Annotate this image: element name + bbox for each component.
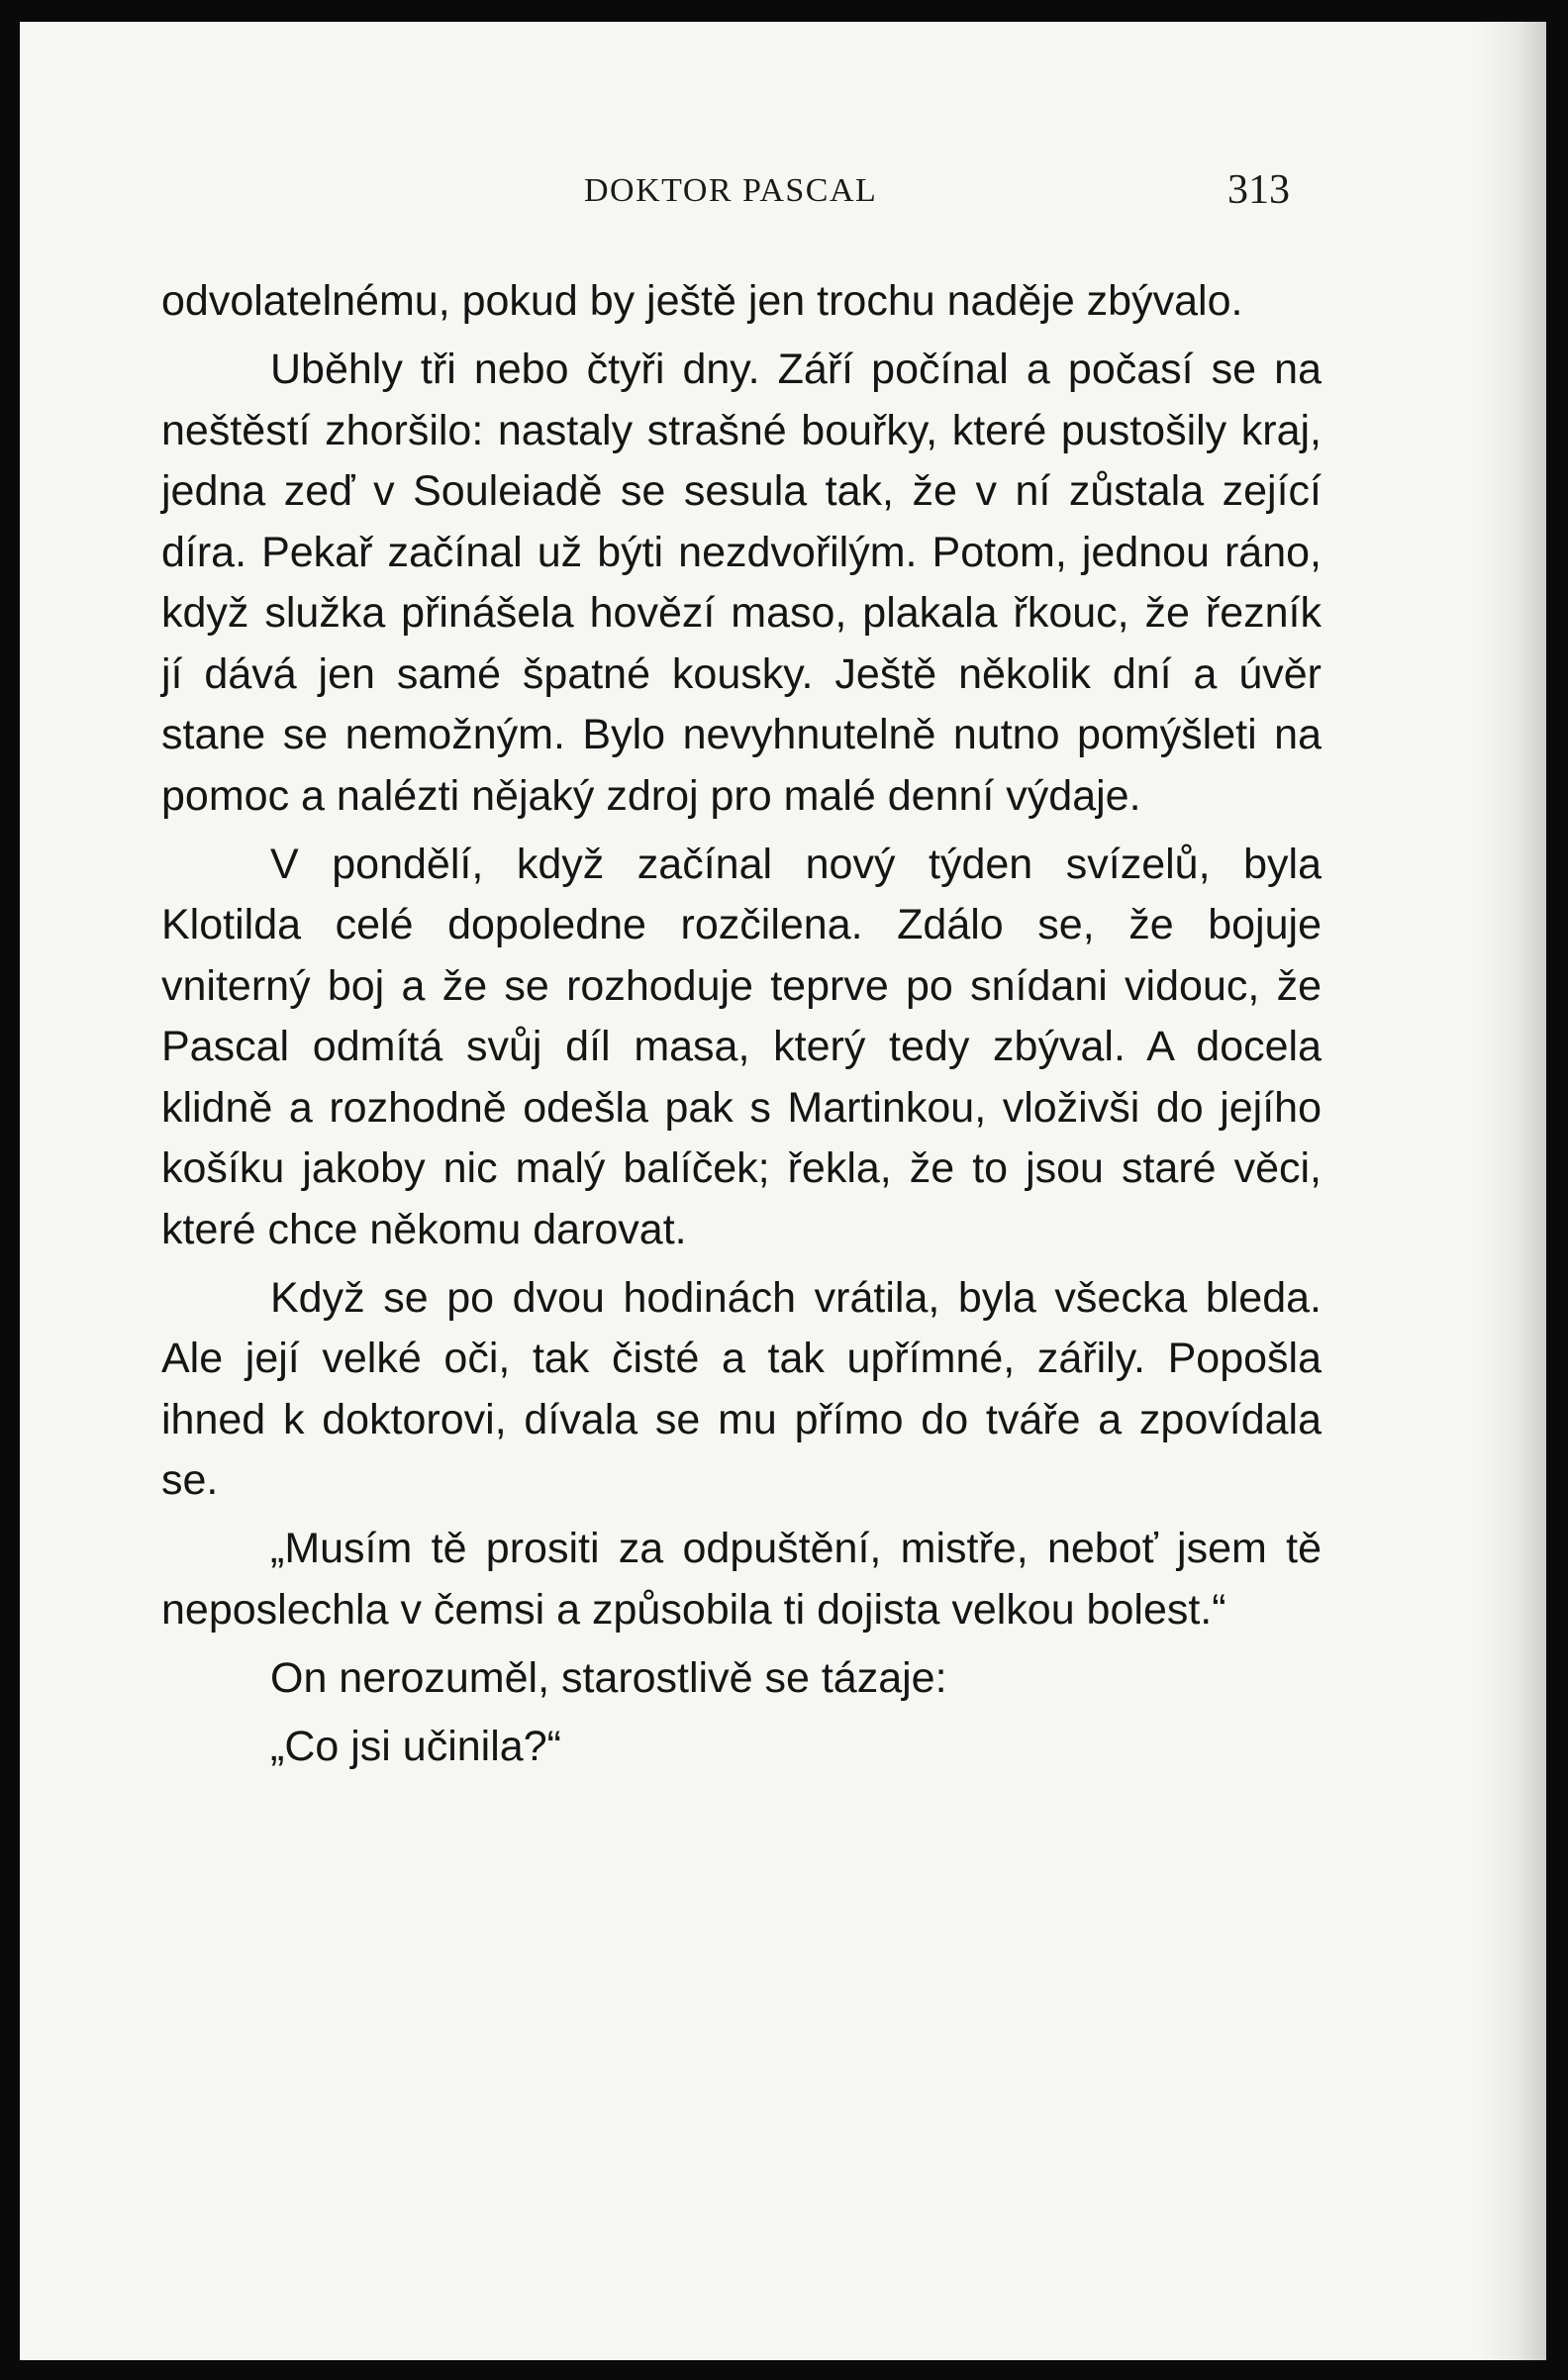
paragraph: Když se po dvou hodinách vrátila, byla všecka bleda. Ale její velké oči, tak čisté a tak upřímné, zářily. Popošla ihned k doktorovi, dívala se mu přímo do tváře a zpovídala se.	[161, 1273, 1322, 1504]
paragraph: Uběhly tři nebo čtyři dny. Září počínal a počasí se na neštěstí zhoršilo: nastaly strašné bouřky, které pustošily kraj, jedna zeď v Souleiadě se sesula tak, že v ní zůstala zející díra. Pekař začínal už býti nezdvořilým. Potom, jednou ráno, když služka přinášela hovězí maso, plakala řkouc, že řezník jí dává jen samé špatné kousky. Ještě několik dní a úvěr stane se nemožným. Bylo nevyhnutelně nutno pomýšleti na pomoc a nalézti nějaký zdroj pro malé denní výdaje.	[161, 346, 1322, 820]
page-number: 313	[1227, 167, 1290, 213]
book-page	[20, 22, 1546, 2360]
paragraph: „Musím tě prositi za odpuštění, mistře, neboť jsem tě neposlechla v čemsi a způsobila ti dojista velkou bolest.“	[161, 1525, 1322, 1634]
page-header	[20, 167, 1546, 232]
body-text	[161, 271, 1322, 1785]
paragraph: V pondělí, když začínal nový týden svízelů, byla Klotilda celé dopoledne rozčilena. Zdálo se, že bojuje vniterný boj a že se rozhoduje teprve po snídani vidouc, že Pascal odmítá svůj díl masa, který tedy zbýval. A docela klidně a rozhodně odešla pak s Martinkou, vloživši do jejího košíku jakoby nic malý balíček; řekla, že to jsou staré věci, které chce někomu darovat.	[161, 840, 1322, 1253]
running-title: DOKTOR PASCAL	[584, 172, 878, 209]
paragraph: „Co jsi učinila?“	[270, 1722, 561, 1770]
paragraph: odvolatelnému, pokud by ještě jen trochu naděje zbývalo.	[161, 277, 1243, 325]
paragraph: On nerozuměl, starostlivě se tázaje:	[270, 1653, 947, 1702]
